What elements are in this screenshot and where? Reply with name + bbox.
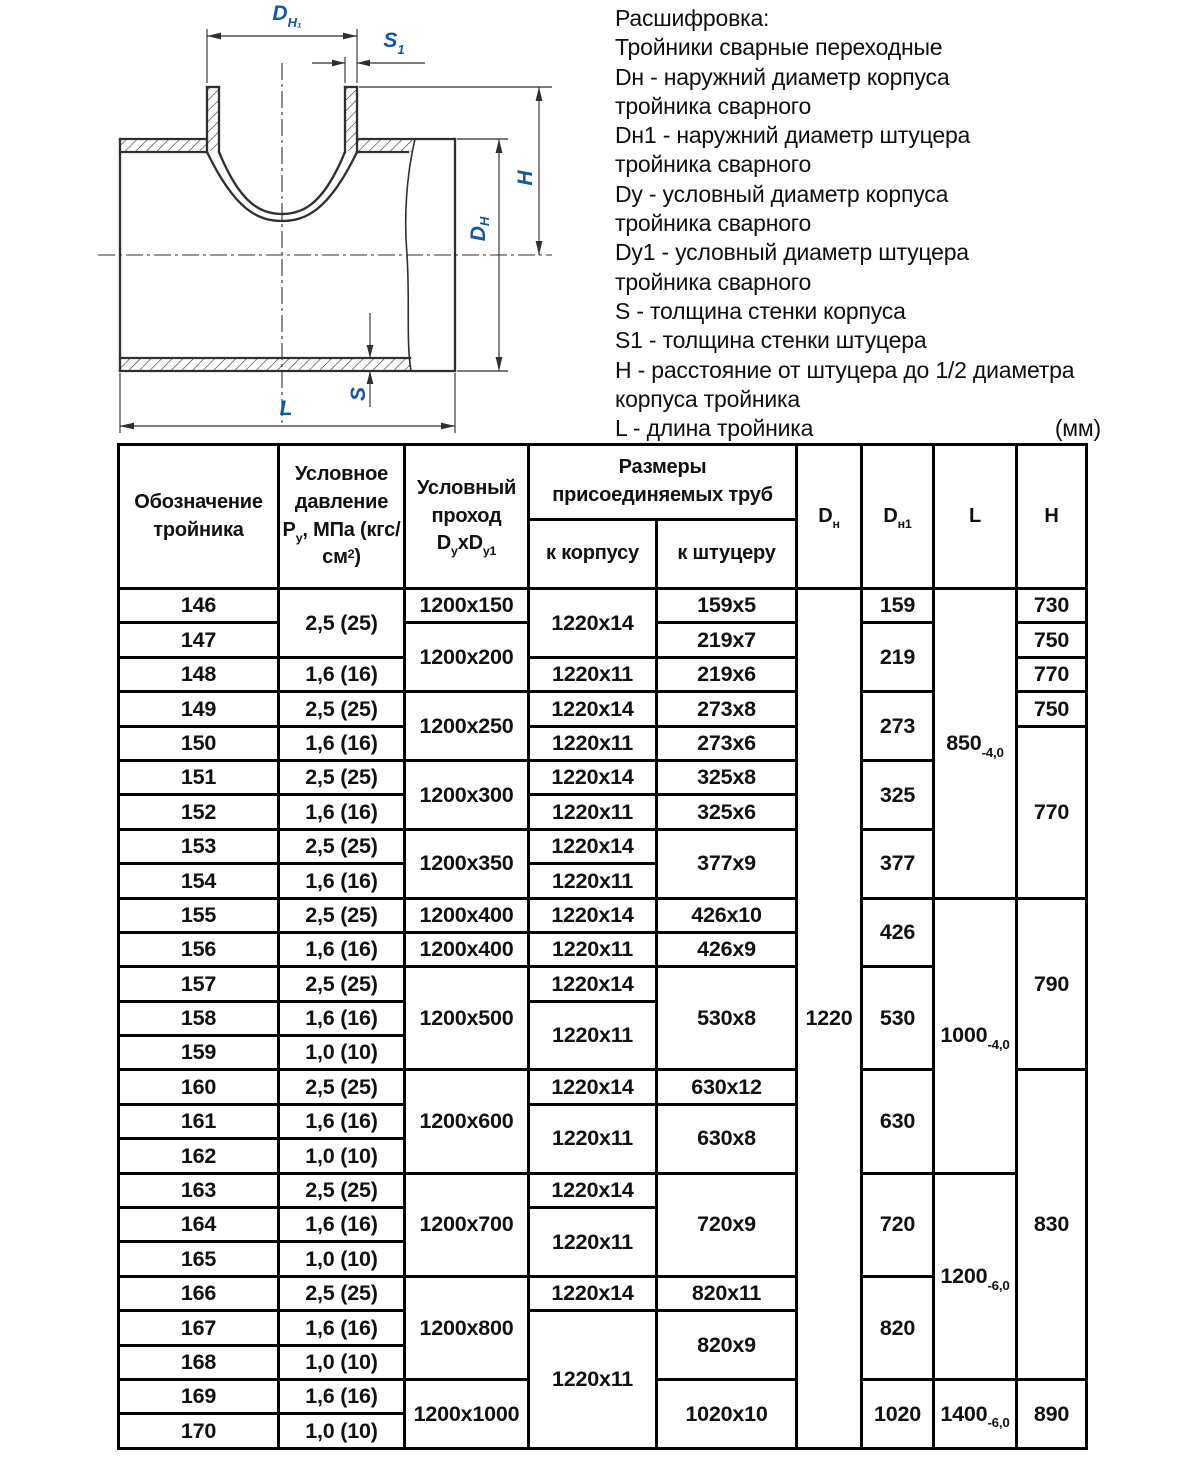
- table-cell: 830: [1017, 1070, 1087, 1380]
- table-cell: 2,5 (25): [279, 760, 405, 794]
- table-cell: 1,6 (16): [279, 1001, 405, 1035]
- table-cell: 325: [862, 760, 934, 829]
- table-cell: 1,6 (16): [279, 864, 405, 898]
- table-cell: 1,6 (16): [279, 795, 405, 829]
- legend-line: Тройники сварные переходные: [615, 34, 943, 61]
- dim-label-dn: D $_H$: [466, 216, 492, 242]
- table-cell: 325x6: [657, 795, 797, 829]
- table-cell: 166: [119, 1276, 279, 1310]
- table-cell: 1220x14: [529, 760, 657, 794]
- legend-line: Dy1 - условный диаметр штуцера: [615, 239, 969, 266]
- table-cell: 1020x10: [657, 1379, 797, 1448]
- table-cell: 156: [119, 932, 279, 966]
- table-cell: 2,5 (25): [279, 967, 405, 1001]
- table-cell: 159: [862, 589, 934, 623]
- legend-line: Dн1 - наружний диаметр штуцера: [615, 122, 971, 149]
- table-cell: 820x11: [657, 1276, 797, 1310]
- table-cell: $1400_{-6,0}$: [934, 1379, 1017, 1448]
- spec-table-head: [119, 445, 1087, 589]
- pipe-body-outline: [120, 87, 455, 371]
- table-cell: 325x8: [657, 760, 797, 794]
- table-cell: 219: [862, 623, 934, 692]
- table-cell: 168: [119, 1345, 279, 1379]
- tee-drawing: [80, 2, 580, 440]
- wall-hatching: [120, 87, 412, 371]
- dim-label-h: H: [513, 170, 537, 186]
- table-cell: 770: [1017, 726, 1087, 898]
- table-cell: 1220x11: [529, 1104, 657, 1173]
- table-cell: 1200x600: [405, 1070, 529, 1173]
- table-cell: 1,0 (10): [279, 1139, 405, 1173]
- table-cell: 730: [1017, 589, 1087, 623]
- table-cell: 1220x11: [529, 657, 657, 691]
- table-cell: 164: [119, 1208, 279, 1242]
- table-cell: 630: [862, 1070, 934, 1173]
- table-row: [119, 898, 1087, 932]
- tee-drawing-svg: [80, 2, 580, 440]
- table-cell: 1,0 (10): [279, 1345, 405, 1379]
- table-cell: 146: [119, 589, 279, 623]
- table-cell: 1220x11: [529, 726, 657, 760]
- legend-line: корпуса тройника: [615, 385, 800, 412]
- units-note: (мм): [1054, 415, 1101, 442]
- legend-line: тройника сварного: [615, 268, 812, 295]
- table-cell: 1,6 (16): [279, 657, 405, 691]
- table-cell: 2,5 (25): [279, 829, 405, 863]
- table-cell: 2,5 (25): [279, 1070, 405, 1104]
- table-cell: 1200x300: [405, 760, 529, 829]
- legend-line: Dн - наружний диаметр корпуса: [615, 63, 950, 90]
- table-cell: 1220x11: [529, 864, 657, 898]
- col-header-pipe-sizes-group: Размеры присоединяемых труб: [529, 445, 797, 520]
- table-cell: 2,5 (25): [279, 1276, 405, 1310]
- legend-line-text: L - длина тройника: [615, 415, 814, 442]
- table-cell: 1,6 (16): [279, 1379, 405, 1413]
- table-cell: 1020: [862, 1379, 934, 1448]
- legend-line: тройника сварного: [615, 151, 812, 178]
- table-cell: 1,6 (16): [279, 932, 405, 966]
- table-cell: 273x6: [657, 726, 797, 760]
- col-header-to-body: к корпусу: [529, 520, 657, 589]
- table-cell: 170: [119, 1414, 279, 1448]
- table-cell: 273: [862, 692, 934, 761]
- table-cell: 530x8: [657, 967, 797, 1070]
- table-cell: 720: [862, 1173, 934, 1276]
- col-header-to-branch: к штуцеру: [657, 520, 797, 589]
- table-cell: 2,5 (25): [279, 898, 405, 932]
- table-cell: 630x12: [657, 1070, 797, 1104]
- table-cell: 154: [119, 864, 279, 898]
- spec-table-body: [119, 589, 1087, 1449]
- col-header-designation: Обозначение тройника: [119, 445, 279, 589]
- table-cell: 163: [119, 1173, 279, 1207]
- table-cell: 1200x150: [405, 589, 529, 623]
- legend-line: [615, 414, 1101, 443]
- table-cell: 158: [119, 1001, 279, 1035]
- table-cell: 1220x14: [529, 1070, 657, 1104]
- table-cell: 273x8: [657, 692, 797, 726]
- table-cell: 820x9: [657, 1311, 797, 1380]
- dim-label-l: L: [279, 397, 293, 420]
- table-cell: $1200_{-6,0}$: [934, 1173, 1017, 1379]
- table-cell: 1200x200: [405, 623, 529, 692]
- table-cell: $1000_{-4,0}$: [934, 898, 1017, 1173]
- table-cell: 377: [862, 829, 934, 898]
- col-header-bore: Условный проход $D_yxD_{y1}$: [405, 445, 529, 589]
- table-cell: 1220x11: [529, 932, 657, 966]
- table-cell: 165: [119, 1242, 279, 1276]
- table-cell: 790: [1017, 898, 1087, 1070]
- col-header-l: L: [934, 445, 1017, 589]
- legend-line: S1 - толщина стенки штуцера: [615, 327, 927, 354]
- col-header-dn: $D_н$: [797, 445, 862, 589]
- table-cell: 530: [862, 967, 934, 1070]
- table-cell: 150: [119, 726, 279, 760]
- table-cell: 1220x14: [529, 589, 657, 658]
- table-cell: 770: [1017, 657, 1087, 691]
- table-cell: 1200x500: [405, 967, 529, 1070]
- table-cell: 153: [119, 829, 279, 863]
- table-row: [119, 589, 1087, 623]
- table-cell: 1220x11: [529, 1311, 657, 1449]
- table-cell: 149: [119, 692, 279, 726]
- table-cell: 159x5: [657, 589, 797, 623]
- dim-label-dn1: $D_{H_1}$: [272, 2, 302, 30]
- table-cell: 1220x14: [529, 692, 657, 726]
- col-header-dn1: $D_{н1}$: [862, 445, 934, 589]
- table-cell: 219x6: [657, 657, 797, 691]
- table-cell: 1,0 (10): [279, 1414, 405, 1448]
- table-cell: 1220x14: [529, 967, 657, 1001]
- col-header-h: H: [1017, 445, 1087, 589]
- table-cell: 1,6 (16): [279, 726, 405, 760]
- spec-table: [117, 443, 1088, 1450]
- legend-line: Расшифровка:: [615, 5, 770, 31]
- table-cell: 1200x400: [405, 898, 529, 932]
- table-cell: 169: [119, 1379, 279, 1413]
- table-cell: 2,5 (25): [279, 692, 405, 726]
- table-cell: 630x8: [657, 1104, 797, 1173]
- table-cell: 1200x350: [405, 829, 529, 898]
- table-cell: 1200x400: [405, 932, 529, 966]
- legend-line: Dy - условный диаметр корпуса: [615, 180, 949, 207]
- table-cell: 2,5 (25): [279, 589, 405, 658]
- legend-line: тройника сварного: [615, 210, 812, 237]
- table-row: [119, 1173, 1087, 1207]
- table-cell: 1220x14: [529, 1276, 657, 1310]
- table-cell: 1220x11: [529, 795, 657, 829]
- table-cell: 720x9: [657, 1173, 797, 1276]
- table-cell: 1220: [797, 589, 862, 1449]
- table-cell: 162: [119, 1139, 279, 1173]
- table-cell: 750: [1017, 623, 1087, 657]
- table-cell: 1220x11: [529, 1001, 657, 1070]
- table-cell: 219x7: [657, 623, 797, 657]
- legend-line: H - расстояние от штуцера до 1/2 диаметра: [615, 356, 1075, 383]
- table-cell: 1200x800: [405, 1276, 529, 1379]
- dim-label-s1: $S_1$: [383, 29, 405, 57]
- table-cell: 152: [119, 795, 279, 829]
- table-cell: 159: [119, 1036, 279, 1070]
- table-cell: 155: [119, 898, 279, 932]
- table-cell: 1200x700: [405, 1173, 529, 1276]
- table-cell: 161: [119, 1104, 279, 1138]
- table-cell: 1,0 (10): [279, 1036, 405, 1070]
- table-cell: 426: [862, 898, 934, 967]
- legend-line: тройника сварного: [615, 92, 812, 119]
- table-cell: 1,6 (16): [279, 1104, 405, 1138]
- table-cell: 377x9: [657, 829, 797, 898]
- spec-table-container: [117, 443, 1085, 1450]
- table-cell: 1,6 (16): [279, 1311, 405, 1345]
- table-cell: 157: [119, 967, 279, 1001]
- table-cell: 1220x14: [529, 898, 657, 932]
- table-cell: 750: [1017, 692, 1087, 726]
- table-cell: 148: [119, 657, 279, 691]
- table-cell: 426x9: [657, 932, 797, 966]
- table-cell: 1,6 (16): [279, 1208, 405, 1242]
- dim-label-s: S: [346, 387, 370, 402]
- table-cell: 1220x14: [529, 829, 657, 863]
- legend: [615, 4, 1101, 443]
- table-cell: $850_{-4,0}$: [934, 589, 1017, 899]
- table-cell: 1200x250: [405, 692, 529, 761]
- table-cell: 890: [1017, 1379, 1087, 1448]
- table-cell: 1220x14: [529, 1173, 657, 1207]
- table-cell: 167: [119, 1311, 279, 1345]
- table-cell: 1220x11: [529, 1208, 657, 1277]
- col-header-pressure: Условное давление $P_у$, МПа $(кгс/см^2)$: [279, 445, 405, 589]
- table-cell: 1200x1000: [405, 1379, 529, 1448]
- legend-line: S - толщина стенки корпуса: [615, 297, 906, 324]
- table-cell: 2,5 (25): [279, 1173, 405, 1207]
- table-cell: 426x10: [657, 898, 797, 932]
- table-cell: 151: [119, 760, 279, 794]
- table-cell: 147: [119, 623, 279, 657]
- table-cell: 160: [119, 1070, 279, 1104]
- table-cell: 820: [862, 1276, 934, 1379]
- table-cell: 1,0 (10): [279, 1242, 405, 1276]
